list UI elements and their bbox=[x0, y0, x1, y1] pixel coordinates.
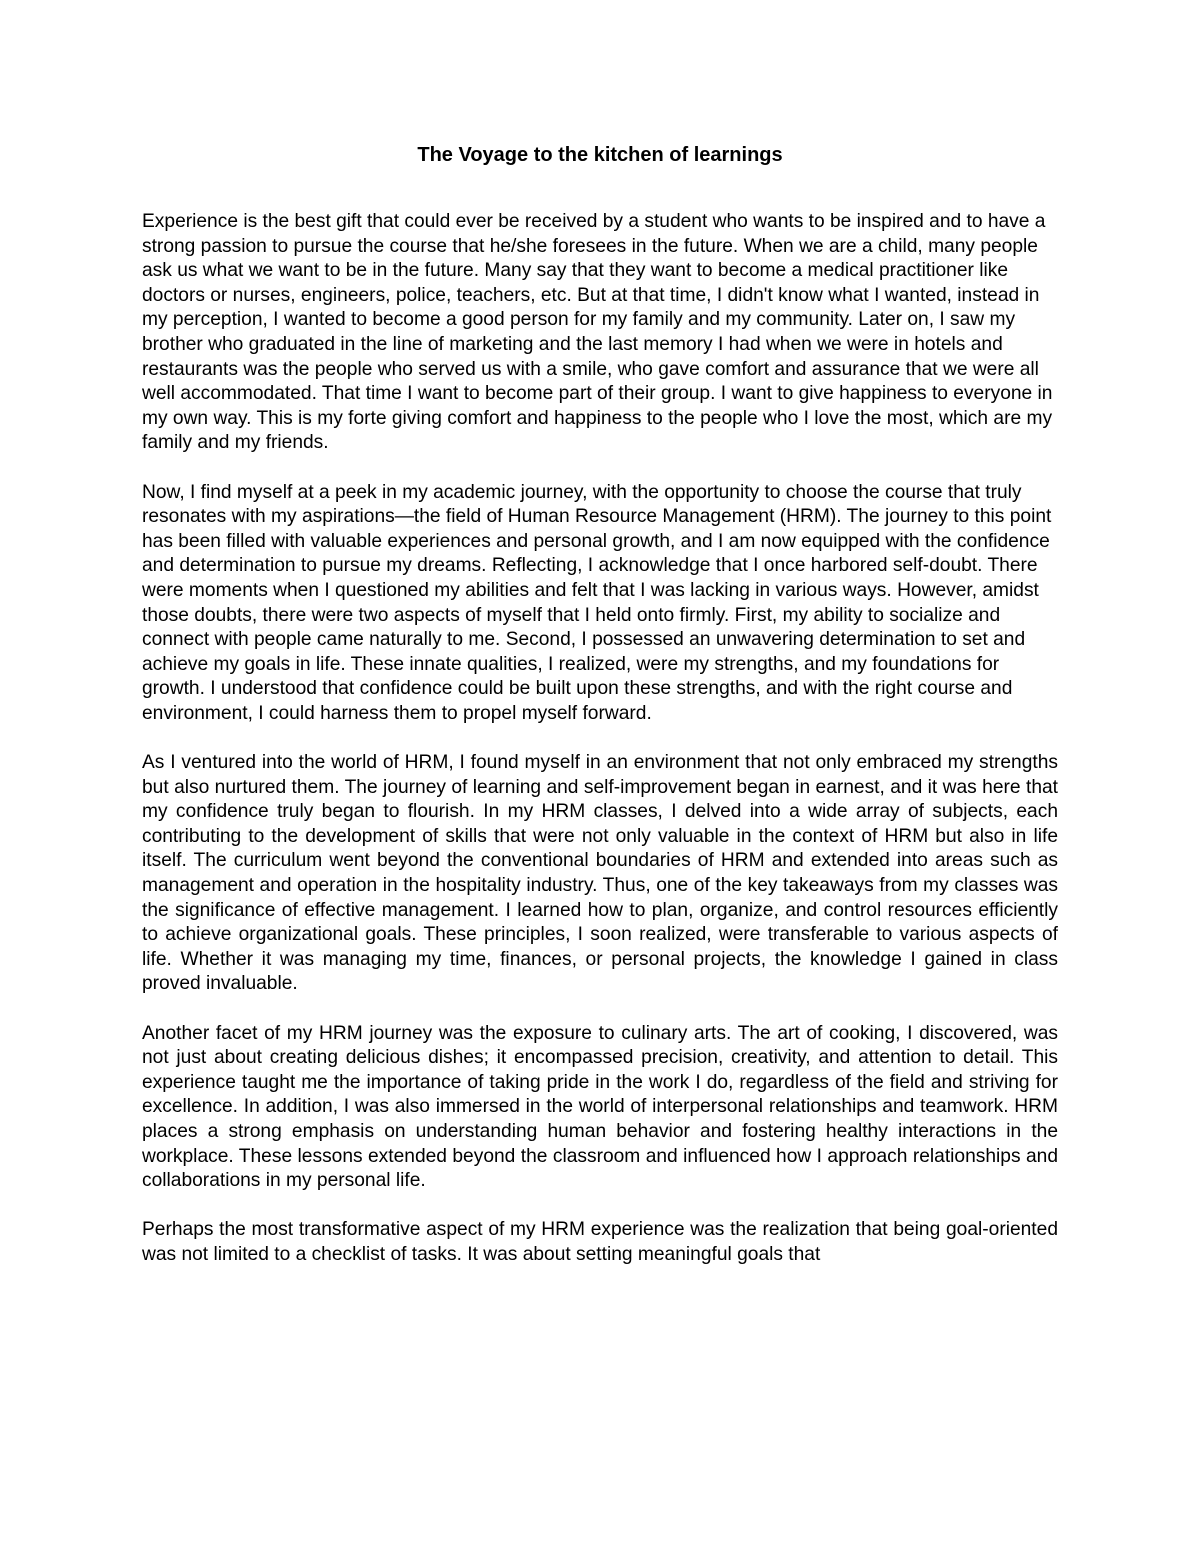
document-title: The Voyage to the kitchen of learnings bbox=[417, 144, 783, 166]
paragraph-3: As I ventured into the world of HRM, I found myself in an environment that not only embraced my strengths but also nurtured them. The journey of learning and self-improvement began in earnest, and it was here that my confidence truly began to flourish. In my HRM classes, I delved into a wide array of subjects, each contributing to the development of skills that were not only valuable in the context of HRM but also in life itself. The curriculum went beyond the conventional boundaries of HRM and extended into areas such as management and operation in the hospitality industry. Thus, one of the key takeaways from my classes was the significance of effective management. I learned how to plan, organize, and control resources efficiently to achieve organizational goals. These principles, I soon realized, were transferable to various aspects of life. Whether it was managing my time, finances, or personal projects, the knowledge I gained in class proved invaluable. bbox=[142, 752, 1058, 995]
paragraph-5: Perhaps the most transformative aspect of my HRM experience was the realization that being goal-oriented was not limited to a checklist of tasks. It was about setting meaningful goals that bbox=[142, 1219, 1058, 1265]
paragraph-1: Experience is the best gift that could ever be received by a student who wants to be inspired and to have a strong passion to pursue the course that he/she foresees in the future. When we are a child, many people ask us what we want to be in the future. Many say that they want to become a medical practitioner like doctors or nurses, engineers, police, teachers, etc. But at that time, I didn't know what I wanted, instead in my perception, I wanted to become a good person for my family and my community. Later on, I saw my brother who graduated in the line of marketing and the last memory I had when we were in hotels and restaurants was the people who served us with a smile, who gave comfort and assurance that we were all well accommodated. That time I want to become part of their group. I want to give happiness to everyone in my own way. This is my forte giving comfort and happiness to the people who I love the most, which are my family and my friends. bbox=[142, 211, 1053, 454]
paragraph-2: Now, I find myself at a peek in my academic journey, with the opportunity to choose the course that truly resonates with my aspirations—the field of Human Resource Management (HRM). The journey to this point has been filled with valuable experiences and personal growth, and I am now equipped with the confidence and determination to pursue my dreams. Reflecting, I acknowledge that I once harbored self-doubt. There were moments when I questioned my abilities and felt that I was lacking in various ways. However, amidst those doubts, there were two aspects of myself that I held onto firmly. First, my ability to socialize and connect with people came naturally to me. Second, I possessed an unwavering determination to set and achieve my goals in life. These innate qualities, I realized, were my strengths, and my foundations for growth. I understood that confidence could be built upon these strengths, and with the right course and environment, I could harness them to propel myself forward. bbox=[142, 481, 1052, 724]
document-page bbox=[142, 140, 1058, 1292]
paragraph-4: Another facet of my HRM journey was the exposure to culinary arts. The art of cooking, I discovered, was not just about creating delicious dishes; it encompassed precision, creativity, and attention to detail. This experience taught me the importance of taking pride in the work I do, regardless of the field and striving for excellence. In addition, I was also immersed in the world of interpersonal relationships and teamwork. HRM places a strong emphasis on understanding human behavior and fostering healthy interactions in the workplace. These lessons extended beyond the classroom and influenced how I approach relationships and collaborations in my personal life. bbox=[142, 1022, 1058, 1192]
